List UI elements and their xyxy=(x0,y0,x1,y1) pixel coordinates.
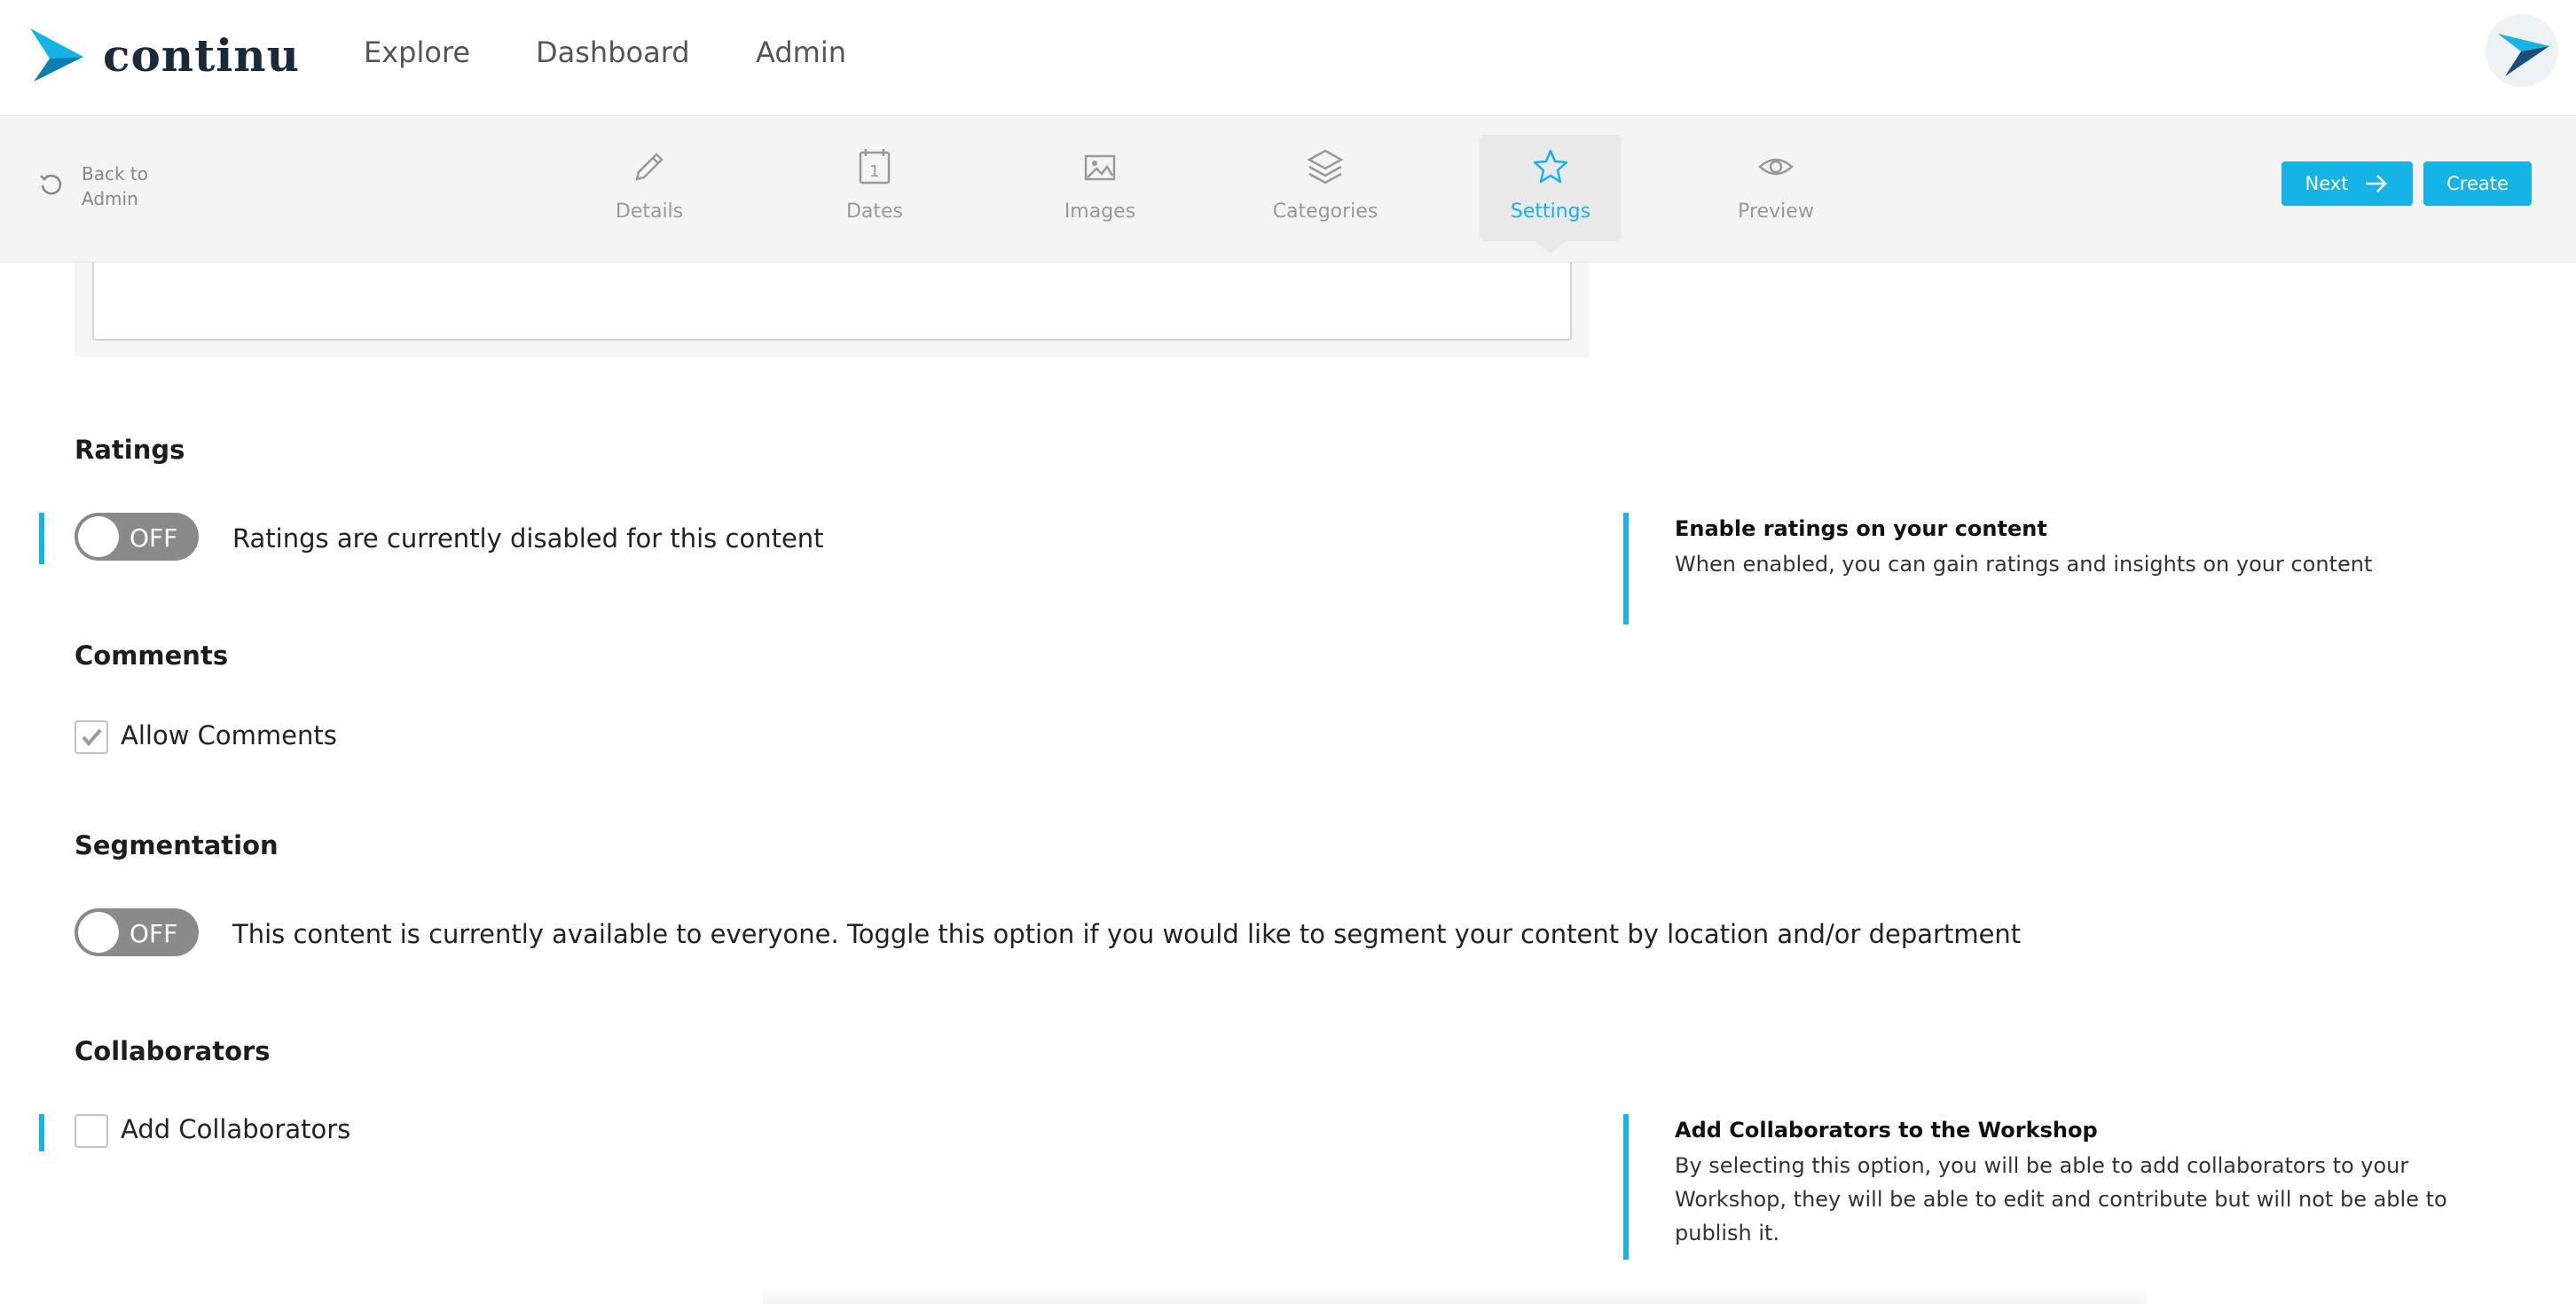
step-label: Images xyxy=(1064,200,1136,223)
footer-shadow xyxy=(763,1288,2147,1304)
ratings-accent-bar xyxy=(39,513,44,564)
ratings-title: Ratings xyxy=(75,435,185,465)
arrow-right-icon xyxy=(2364,173,2389,194)
avatar-logo-icon xyxy=(2486,14,2558,87)
back-to-admin-button[interactable] xyxy=(35,161,153,211)
ratings-help-accent-bar xyxy=(1623,513,1629,625)
step-categories[interactable] xyxy=(1254,135,1396,241)
step-images[interactable] xyxy=(1029,135,1171,241)
step-label: Details xyxy=(615,200,684,223)
allow-comments-checkbox[interactable] xyxy=(75,720,108,754)
add-collaborators-checkbox[interactable] xyxy=(75,1114,108,1148)
ratings-help-text: When enabled, you can gain ratings and insights on your content xyxy=(1675,552,2373,577)
create-button[interactable] xyxy=(2423,161,2532,206)
nav-dashboard[interactable]: Dashboard xyxy=(536,35,690,69)
step-label: Categories xyxy=(1272,200,1378,223)
nav-explore[interactable]: Explore xyxy=(364,35,471,69)
segmentation-toggle[interactable] xyxy=(75,908,199,956)
toggle-state: OFF xyxy=(130,523,178,553)
nav-admin[interactable]: Admin xyxy=(756,35,846,69)
toggle-knob xyxy=(78,516,119,557)
layers-icon xyxy=(1306,147,1345,186)
step-label: Dates xyxy=(845,200,904,223)
svg-text:1: 1 xyxy=(869,162,880,181)
comments-title: Comments xyxy=(75,640,229,671)
logo-arrow-icon xyxy=(28,27,85,83)
step-details[interactable] xyxy=(578,135,720,241)
allow-comments-label[interactable]: Allow Comments xyxy=(121,720,337,750)
toggle-state: OFF xyxy=(130,919,178,948)
checkmark-icon xyxy=(76,722,106,752)
add-collaborators-label[interactable]: Add Collaborators xyxy=(121,1114,351,1144)
collaborators-help-text: By selecting this option, you will be able to add collaborators to your Workshop, they will be able to edit and contribute but will not be able to publish it. xyxy=(1675,1153,2447,1245)
eye-icon xyxy=(1756,147,1795,186)
back-to-admin-label: Back to Admin xyxy=(82,163,148,209)
create-button-label: Create xyxy=(2446,173,2509,194)
user-avatar[interactable] xyxy=(2486,14,2558,87)
star-icon xyxy=(1531,147,1570,186)
collaborators-help-accent-bar xyxy=(1623,1114,1629,1260)
continu-logo[interactable] xyxy=(28,27,300,83)
ratings-toggle[interactable] xyxy=(75,513,199,561)
steps-toolbar xyxy=(0,115,2576,263)
undo-icon xyxy=(35,170,66,200)
next-button-label: Next xyxy=(2305,173,2349,194)
ratings-help-title: Enable ratings on your content xyxy=(1675,516,2047,541)
toggle-knob xyxy=(78,912,119,953)
calendar-icon xyxy=(855,147,894,186)
ratings-description: Ratings are currently disabled for this content xyxy=(232,523,824,554)
step-label: Settings xyxy=(1510,200,1591,223)
segmentation-description: This content is currently available to everyone. Toggle this option if you would like to segment your content by location and/or department xyxy=(232,919,2022,949)
collaborators-accent-bar xyxy=(39,1114,44,1151)
collaborators-help-title: Add Collaborators to the Workshop xyxy=(1675,1118,2098,1143)
collaborators-title: Collaborators xyxy=(75,1036,271,1066)
step-dates[interactable] xyxy=(804,135,946,241)
segmentation-title: Segmentation xyxy=(75,830,279,860)
pencil-icon xyxy=(630,147,669,186)
image-icon xyxy=(1080,147,1119,186)
step-settings[interactable] xyxy=(1480,135,1622,241)
logo-text: continu xyxy=(103,28,300,82)
top-navbar xyxy=(0,0,2576,116)
next-button[interactable] xyxy=(2281,161,2413,206)
step-preview[interactable] xyxy=(1705,135,1847,241)
step-label: Preview xyxy=(1738,200,1814,223)
